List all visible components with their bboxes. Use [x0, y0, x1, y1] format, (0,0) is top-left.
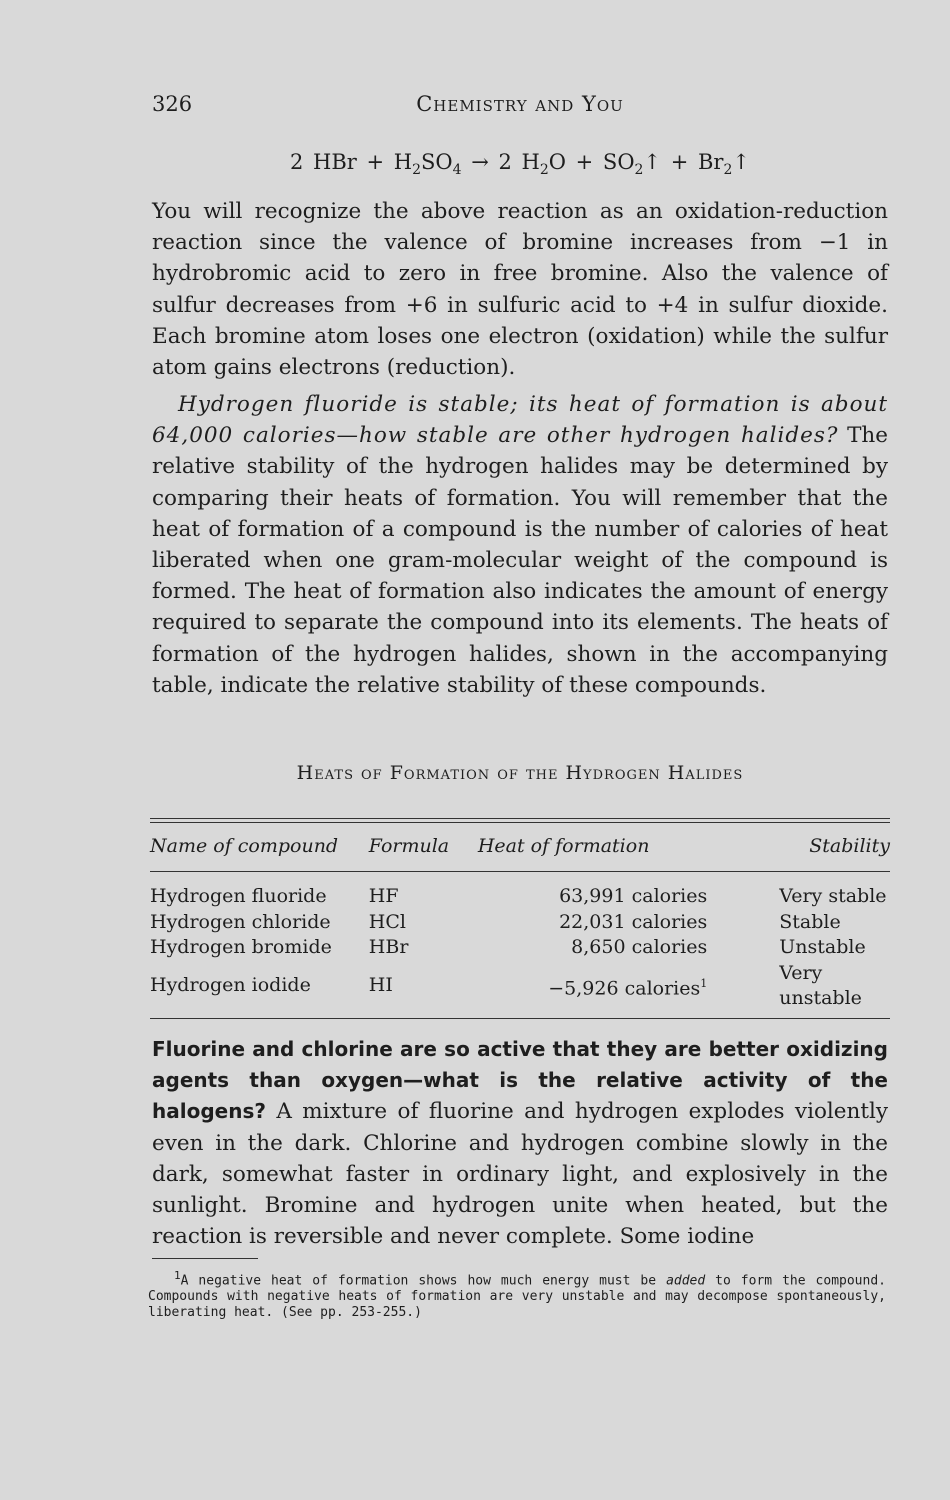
paragraph-body: The relative stability of the hydrogen halides may be determined by comparing their heats of formation. You will remember that the heat of formation of a compound is the number of calories of heat liberated when one gram-molecular weight of the compound is formed. The heat of formation also indicates the amount of energy required to separate the compound into its elements. The heats of formation of the hydrogen halides, shown in the accompanying table, indicate the relative stability of these compounds. [152, 423, 889, 698]
column-header-name: Name of compound [150, 835, 339, 857]
column-header-formula: Formula [368, 835, 450, 857]
paragraph-hydrogen-halides [152, 389, 888, 701]
footnote: $^1$A negative heat of formation shows how much energy must be added to form the compound. Compounds with negative heats of formation are very unstable and may decompose spontaneously, liberating heat. (See pp. 253-255.) [148, 1269, 886, 1321]
paragraph-question-lead: Hydrogen fluoride is stable; its heat of formation is about 64,000 calories—how stable are other hydrogen halides? [152, 392, 888, 449]
table-row: Hydrogen fluoride HF 63,991 calories Very stable [150, 885, 887, 907]
heats-of-formation-table [150, 818, 890, 1019]
column-header-stability: Stability [809, 835, 890, 857]
paragraph-question-lead: Fluorine and chlorine are so active that they are better oxidizing agents than oxygen—what is the relative activity of the halogens? [152, 1037, 888, 1124]
footnote-rule [152, 1258, 258, 1259]
paragraph-halogen-activity [152, 1034, 888, 1252]
table-title: Heats of Formation of the Hydrogen Halides [296, 762, 744, 784]
page-header [152, 92, 888, 122]
page-number: 326 [152, 92, 193, 116]
table-bottom-rule [150, 1018, 890, 1019]
chemical-equation: 2 HBr + $H_2SO_4 \to 2$ $H_2O$ + $SO_2↑$ + $Br_2↑$ [290, 150, 750, 179]
column-header-heat: Heat of formation [477, 835, 650, 857]
paragraph-body: A mixture of fluorine and hydrogen explodes violently even in the dark. Chlorine and hydrogen combine slowly in the dark, somewhat faster in ordinary light, and explosively in the sunlight. Bromine and hydrogen unite when heated, but the reaction is reversible and never complete. Some iodine [152, 1099, 888, 1250]
footnote-reference: 1 [700, 976, 708, 990]
table-row: Hydrogen chloride HCl 22,031 calories Stable [150, 910, 841, 933]
table-row: Hydrogen bromide HBr 8,650 calories Unstable [150, 936, 866, 958]
table-row: Hydrogen iodide HI −5,926 calories$^1$ Very unstable [150, 961, 862, 1009]
running-title: Chemistry and You [416, 92, 624, 116]
paragraph-oxidation-reduction: You will recognize the above reaction as an oxidation-reduction reaction since the valence of bromine increases from −1 in hydrobromic acid to zero in free bromine. Also the valence of sulfur decreases from +6 in sulfuric acid to +4 in sulfur dioxide. Each bromine atom loses one electron (oxidation) while the sulfur atom gains electrons (reduction). [152, 199, 888, 381]
